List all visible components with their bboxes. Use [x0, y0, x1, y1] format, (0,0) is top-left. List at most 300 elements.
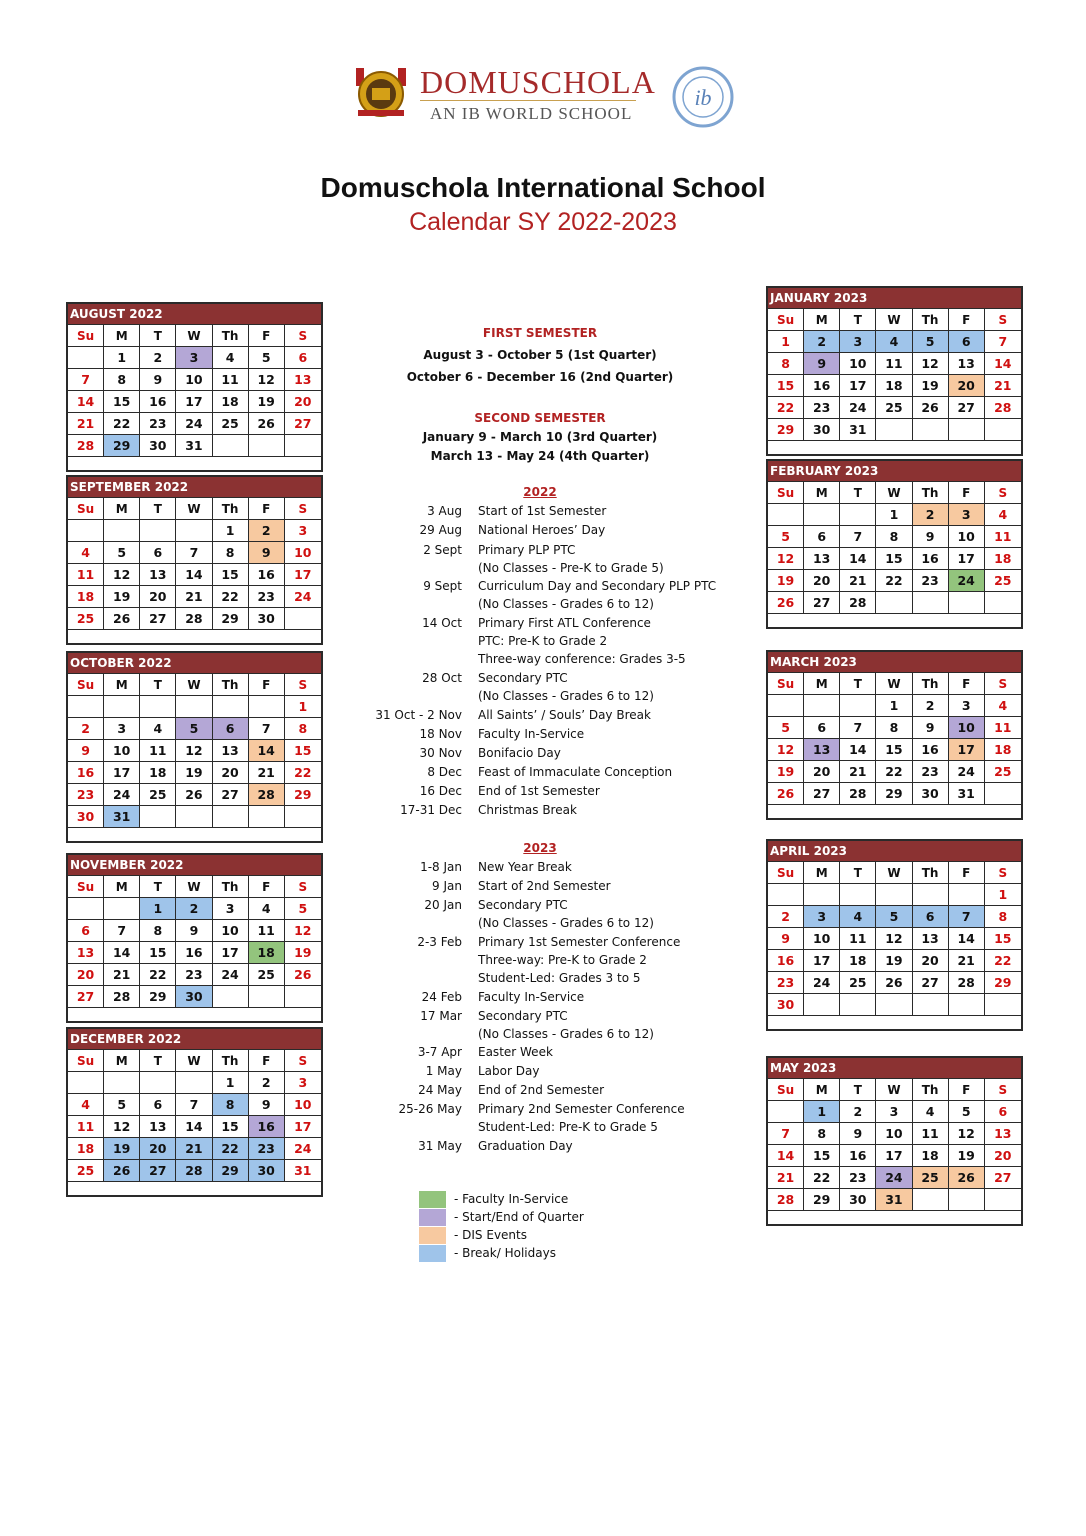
month-spacer-row: [68, 456, 321, 470]
day-cell: 3: [840, 330, 876, 352]
event-description: Feast of Immaculate Conception: [478, 765, 673, 779]
empty-day-cell: [840, 503, 876, 525]
day-cell: 7: [249, 717, 285, 739]
day-cell: 31: [840, 418, 876, 440]
day-cell: 2: [913, 503, 949, 525]
legend-label: - Faculty In-Service: [454, 1192, 569, 1206]
empty-day-cell: [913, 1188, 949, 1210]
event-description: Easter Week: [478, 1045, 553, 1059]
empty-day-cell: [876, 883, 912, 905]
day-cell: 18: [249, 941, 285, 963]
weekday-label: T: [840, 861, 876, 883]
week-row: [768, 1144, 1021, 1166]
day-cell: 26: [876, 971, 912, 993]
day-cell: 14: [249, 739, 285, 761]
day-cell: 10: [949, 716, 985, 738]
day-cell: 12: [104, 563, 140, 585]
weekday-label: M: [804, 861, 840, 883]
empty-day-cell: [985, 591, 1021, 613]
event-detail: (No Classes - Grades 6 to 12): [478, 597, 654, 611]
empty-day-cell: [176, 805, 212, 827]
event-date: 31 May: [418, 1139, 462, 1153]
weekday-label: F: [949, 308, 985, 330]
empty-day-cell: [840, 993, 876, 1015]
event-description: Start of 1st Semester: [478, 504, 607, 518]
event-description: End of 1st Semester: [478, 784, 600, 798]
day-cell: 15: [985, 927, 1021, 949]
week-row: [68, 717, 321, 739]
week-row: [768, 352, 1021, 374]
weekday-label: M: [104, 324, 140, 346]
day-cell: 22: [804, 1166, 840, 1188]
empty-day-cell: [285, 434, 321, 456]
empty-day-cell: [985, 993, 1021, 1015]
day-cell: 11: [213, 368, 249, 390]
day-cell: 14: [985, 352, 1021, 374]
day-cell: 8: [876, 716, 912, 738]
empty-day-cell: [140, 805, 176, 827]
day-cell: 2: [249, 1071, 285, 1093]
day-cell: 13: [140, 563, 176, 585]
event-description: National Heroes’ Day: [478, 523, 606, 537]
week-row: [68, 985, 321, 1007]
legend-swatch: [419, 1227, 446, 1244]
day-cell: 27: [913, 971, 949, 993]
day-cell: 4: [68, 541, 104, 563]
day-cell: 20: [140, 585, 176, 607]
event-description: Curriculum Day and Secondary PLP PTC: [478, 579, 717, 593]
day-cell: 4: [876, 330, 912, 352]
day-cell: 1: [804, 1100, 840, 1122]
month-mar-2023: [766, 650, 1023, 820]
day-cell: 10: [213, 919, 249, 941]
month-title: MARCH 2023: [768, 652, 1021, 672]
day-cell: 25: [249, 963, 285, 985]
day-cell: 17: [285, 1115, 321, 1137]
day-cell: 16: [249, 1115, 285, 1137]
day-cell: 11: [876, 352, 912, 374]
month-spacer-row: [68, 827, 321, 841]
weekday-label: Su: [68, 673, 104, 695]
day-cell: 22: [140, 963, 176, 985]
second-quarter-range: October 6 - December 16 (2nd Quarter): [406, 370, 674, 384]
day-cell: 3: [949, 503, 985, 525]
day-cell: 24: [213, 963, 249, 985]
week-row: [68, 761, 321, 783]
month-spacer-row: [768, 1210, 1021, 1224]
day-cell: 26: [176, 783, 212, 805]
school-logo-name: DOMUSCHOLA: [420, 64, 656, 100]
day-cell: 15: [140, 941, 176, 963]
weekday-header-row: [768, 861, 1021, 883]
event-date: 24 May: [418, 1083, 462, 1097]
day-cell: 22: [985, 949, 1021, 971]
day-cell: 17: [949, 547, 985, 569]
weekday-label: F: [249, 497, 285, 519]
event-date: 31 Oct - 2 Nov: [375, 708, 462, 722]
day-cell: 12: [285, 919, 321, 941]
event-description: All Saints’ / Souls’ Day Break: [478, 708, 651, 722]
week-row: [68, 1071, 321, 1093]
empty-day-cell: [768, 503, 804, 525]
day-cell: 9: [913, 525, 949, 547]
day-cell: 4: [985, 503, 1021, 525]
day-cell: 15: [876, 738, 912, 760]
logo-divider: [420, 100, 636, 101]
day-cell: 14: [104, 941, 140, 963]
day-cell: 22: [213, 1137, 249, 1159]
day-cell: 31: [285, 1159, 321, 1181]
day-cell: 1: [285, 695, 321, 717]
weekday-label: F: [249, 875, 285, 897]
day-cell: 21: [985, 374, 1021, 396]
week-row: [68, 563, 321, 585]
day-cell: 17: [804, 949, 840, 971]
day-cell: 17: [949, 738, 985, 760]
day-cell: 19: [768, 569, 804, 591]
month-title: OCTOBER 2022: [68, 653, 321, 673]
day-cell: 4: [985, 694, 1021, 716]
day-cell: 27: [949, 396, 985, 418]
day-cell: 4: [68, 1093, 104, 1115]
day-cell: 6: [285, 346, 321, 368]
weekday-label: Su: [768, 481, 804, 503]
event-detail: (No Classes - Grades 6 to 12): [478, 689, 654, 703]
day-cell: 3: [176, 346, 212, 368]
day-cell: 19: [876, 949, 912, 971]
day-cell: 23: [840, 1166, 876, 1188]
weekday-label: W: [176, 324, 212, 346]
empty-day-cell: [876, 591, 912, 613]
day-cell: 28: [104, 985, 140, 1007]
weekday-label: S: [285, 324, 321, 346]
legend-swatch: [419, 1245, 446, 1262]
event-description: Graduation Day: [478, 1139, 573, 1153]
day-cell: 6: [913, 905, 949, 927]
day-cell: 23: [913, 569, 949, 591]
day-cell: 1: [768, 330, 804, 352]
weekday-label: Su: [768, 861, 804, 883]
day-cell: 12: [913, 352, 949, 374]
week-row: [68, 1115, 321, 1137]
empty-day-cell: [804, 993, 840, 1015]
weekday-header-row: [68, 1049, 321, 1071]
month-spacer-row: [768, 804, 1021, 818]
day-cell: 5: [913, 330, 949, 352]
day-cell: 20: [213, 761, 249, 783]
week-row: [68, 783, 321, 805]
day-cell: 21: [104, 963, 140, 985]
day-cell: 7: [985, 330, 1021, 352]
empty-day-cell: [768, 1100, 804, 1122]
day-cell: 18: [140, 761, 176, 783]
day-cell: 10: [285, 1093, 321, 1115]
week-row: [768, 1188, 1021, 1210]
week-row: [768, 883, 1021, 905]
year-2023-heading: 2023: [523, 841, 557, 855]
legend-swatch: [419, 1191, 446, 1208]
day-cell: 7: [768, 1122, 804, 1144]
weekday-label: M: [104, 1049, 140, 1071]
weekday-label: W: [876, 1078, 912, 1100]
weekday-label: W: [176, 497, 212, 519]
day-cell: 15: [768, 374, 804, 396]
event-date: 1-8 Jan: [420, 860, 462, 874]
day-cell: 9: [768, 927, 804, 949]
week-row: [68, 897, 321, 919]
event-date: 30 Nov: [419, 746, 462, 760]
weekday-header-row: [68, 324, 321, 346]
weekday-label: T: [140, 673, 176, 695]
weekday-label: T: [140, 497, 176, 519]
day-cell: 21: [840, 760, 876, 782]
day-cell: 4: [840, 905, 876, 927]
day-cell: 9: [140, 368, 176, 390]
day-cell: 4: [213, 346, 249, 368]
day-cell: 21: [949, 949, 985, 971]
day-cell: 1: [213, 1071, 249, 1093]
empty-day-cell: [949, 883, 985, 905]
week-row: [68, 541, 321, 563]
day-cell: 16: [913, 738, 949, 760]
day-cell: 20: [985, 1144, 1021, 1166]
empty-day-cell: [949, 591, 985, 613]
month-sep-2022: [66, 475, 323, 645]
day-cell: 2: [68, 717, 104, 739]
day-cell: 19: [249, 390, 285, 412]
week-row: [768, 905, 1021, 927]
day-cell: 10: [176, 368, 212, 390]
empty-day-cell: [68, 346, 104, 368]
weekday-label: W: [876, 308, 912, 330]
school-logo-subtitle: AN IB WORLD SCHOOL: [430, 104, 633, 123]
empty-day-cell: [913, 993, 949, 1015]
day-cell: 29: [213, 607, 249, 629]
weekday-label: Th: [913, 481, 949, 503]
event-detail: Student-Led: Pre-K to Grade 5: [478, 1120, 658, 1134]
week-row: [68, 390, 321, 412]
day-cell: 8: [213, 541, 249, 563]
empty-day-cell: [913, 591, 949, 613]
weekday-label: M: [104, 875, 140, 897]
week-row: [68, 368, 321, 390]
day-cell: 19: [949, 1144, 985, 1166]
day-cell: 23: [913, 760, 949, 782]
day-cell: 22: [876, 569, 912, 591]
day-cell: 13: [213, 739, 249, 761]
day-cell: 28: [949, 971, 985, 993]
day-cell: 16: [840, 1144, 876, 1166]
day-cell: 2: [768, 905, 804, 927]
day-cell: 3: [285, 519, 321, 541]
day-cell: 18: [213, 390, 249, 412]
day-cell: 12: [249, 368, 285, 390]
day-cell: 15: [213, 563, 249, 585]
day-cell: 6: [140, 541, 176, 563]
day-cell: 30: [913, 782, 949, 804]
day-cell: 9: [840, 1122, 876, 1144]
week-row: [768, 949, 1021, 971]
day-cell: 17: [213, 941, 249, 963]
day-cell: 11: [249, 919, 285, 941]
weekday-label: S: [285, 673, 321, 695]
day-cell: 26: [285, 963, 321, 985]
day-cell: 25: [213, 412, 249, 434]
weekday-label: W: [176, 673, 212, 695]
empty-day-cell: [140, 1071, 176, 1093]
day-cell: 26: [913, 396, 949, 418]
empty-day-cell: [804, 503, 840, 525]
day-cell: 30: [768, 993, 804, 1015]
day-cell: 26: [249, 412, 285, 434]
day-cell: 30: [249, 1159, 285, 1181]
empty-day-cell: [104, 897, 140, 919]
weekday-label: Th: [213, 324, 249, 346]
day-cell: 2: [176, 897, 212, 919]
week-row: [68, 585, 321, 607]
event-date: 2 Sept: [423, 543, 462, 557]
day-cell: 3: [285, 1071, 321, 1093]
empty-day-cell: [213, 695, 249, 717]
day-cell: 16: [768, 949, 804, 971]
day-cell: 2: [840, 1100, 876, 1122]
weekday-label: M: [804, 308, 840, 330]
day-cell: 21: [68, 412, 104, 434]
empty-day-cell: [104, 519, 140, 541]
day-cell: 16: [140, 390, 176, 412]
weekday-label: F: [249, 673, 285, 695]
day-cell: 17: [176, 390, 212, 412]
empty-day-cell: [285, 985, 321, 1007]
week-row: [768, 569, 1021, 591]
day-cell: 18: [840, 949, 876, 971]
event-description: Primary 2nd Semester Conference: [478, 1102, 685, 1116]
month-apr-2023: [766, 839, 1023, 1031]
event-detail: PTC: Pre-K to Grade 2: [478, 634, 608, 648]
day-cell: 6: [68, 919, 104, 941]
day-cell: 27: [804, 591, 840, 613]
event-description: Secondary PTC: [478, 1009, 568, 1023]
weekday-label: F: [249, 1049, 285, 1071]
week-row: [768, 782, 1021, 804]
weekday-label: T: [140, 1049, 176, 1071]
week-row: [768, 760, 1021, 782]
day-cell: 6: [804, 716, 840, 738]
empty-day-cell: [249, 434, 285, 456]
empty-day-cell: [840, 883, 876, 905]
day-cell: 5: [249, 346, 285, 368]
day-cell: 28: [68, 434, 104, 456]
event-description: Primary PLP PTC: [478, 543, 576, 557]
weekday-header-row: [768, 1078, 1021, 1100]
day-cell: 26: [949, 1166, 985, 1188]
day-cell: 11: [913, 1122, 949, 1144]
day-cell: 12: [876, 927, 912, 949]
day-cell: 30: [68, 805, 104, 827]
weekday-label: T: [840, 1078, 876, 1100]
week-row: [68, 1137, 321, 1159]
day-cell: 14: [768, 1144, 804, 1166]
day-cell: 3: [876, 1100, 912, 1122]
weekday-label: T: [140, 324, 176, 346]
day-cell: 21: [768, 1166, 804, 1188]
empty-day-cell: [985, 1188, 1021, 1210]
weekday-label: M: [104, 497, 140, 519]
weekday-label: Su: [68, 875, 104, 897]
empty-day-cell: [804, 883, 840, 905]
weekday-label: Su: [768, 1078, 804, 1100]
day-cell: 24: [840, 396, 876, 418]
day-cell: 5: [176, 717, 212, 739]
day-cell: 13: [949, 352, 985, 374]
day-cell: 20: [68, 963, 104, 985]
weekday-label: M: [804, 481, 840, 503]
empty-day-cell: [176, 1071, 212, 1093]
day-cell: 11: [985, 525, 1021, 547]
day-cell: 18: [985, 738, 1021, 760]
weekday-label: F: [949, 861, 985, 883]
event-detail: Three-way: Pre-K to Grade 2: [478, 953, 647, 967]
day-cell: 10: [840, 352, 876, 374]
month-title: APRIL 2023: [768, 841, 1021, 861]
day-cell: 5: [285, 897, 321, 919]
event-description: Start of 2nd Semester: [478, 879, 611, 893]
month-spacer-row: [768, 613, 1021, 627]
week-row: [68, 695, 321, 717]
week-row: [768, 971, 1021, 993]
weekday-label: T: [840, 308, 876, 330]
year-2022-heading: 2022: [523, 485, 557, 499]
day-cell: 15: [213, 1115, 249, 1137]
day-cell: 7: [104, 919, 140, 941]
day-cell: 27: [140, 1159, 176, 1181]
day-cell: 27: [804, 782, 840, 804]
day-cell: 4: [913, 1100, 949, 1122]
day-cell: 3: [104, 717, 140, 739]
day-cell: 20: [804, 569, 840, 591]
weekday-label: M: [804, 672, 840, 694]
day-cell: 17: [104, 761, 140, 783]
day-cell: 25: [985, 569, 1021, 591]
day-cell: 1: [213, 519, 249, 541]
empty-day-cell: [949, 993, 985, 1015]
day-cell: 26: [104, 607, 140, 629]
empty-day-cell: [249, 985, 285, 1007]
event-detail: (No Classes - Grades 6 to 12): [478, 1027, 654, 1041]
weekday-label: Su: [768, 672, 804, 694]
day-cell: 12: [176, 739, 212, 761]
event-date: 17-31 Dec: [400, 803, 462, 817]
weekday-label: Th: [913, 1078, 949, 1100]
month-spacer-row: [68, 1181, 321, 1195]
day-cell: 5: [104, 1093, 140, 1115]
week-row: [768, 1166, 1021, 1188]
month-title: NOVEMBER 2022: [68, 855, 321, 875]
empty-day-cell: [285, 805, 321, 827]
day-cell: 5: [876, 905, 912, 927]
day-cell: 13: [804, 738, 840, 760]
day-cell: 29: [876, 782, 912, 804]
day-cell: 15: [804, 1144, 840, 1166]
day-cell: 13: [985, 1122, 1021, 1144]
empty-day-cell: [176, 695, 212, 717]
day-cell: 16: [68, 761, 104, 783]
day-cell: 12: [768, 547, 804, 569]
day-cell: 5: [949, 1100, 985, 1122]
day-cell: 30: [804, 418, 840, 440]
day-cell: 30: [140, 434, 176, 456]
day-cell: 1: [876, 694, 912, 716]
